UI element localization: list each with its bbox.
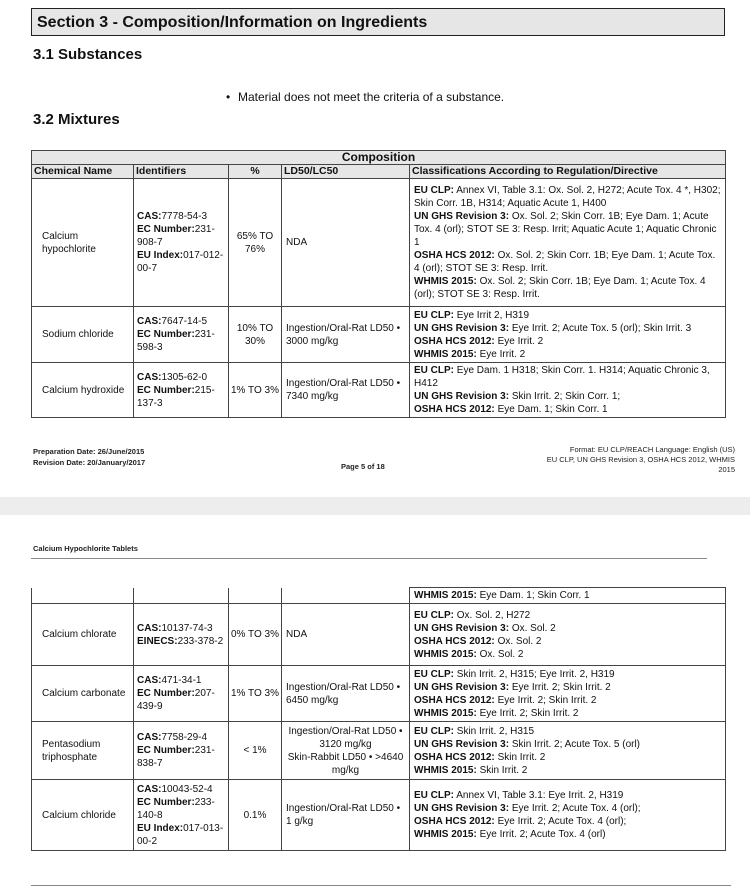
table-row [32,604,726,666]
classification-text: Eye Irrit. 2; Acute Tox. 4 (orl); [497,816,627,827]
classification-line [414,828,721,841]
chemical-name: Calcium hypochlorite [32,179,134,307]
classification-cell [410,307,726,363]
ld50-cell: Ingestion/Oral-Rat LD50 • 6450 mg/kg [282,666,410,722]
classification-cell [410,363,726,418]
table-row [32,307,726,363]
identifier-value: 207-439-9 [137,688,215,712]
table-row [32,722,726,780]
classification-line [414,694,721,707]
revision-date: Revision Date: 20/January/2017 [33,458,146,467]
classification-line [414,648,721,661]
composition-table-continued [31,587,726,851]
col-identifiers: Identifiers [134,165,229,179]
classification-text: Eye Irrit. 2; Skin Irrit. 2 [479,707,579,719]
classification-line [414,609,721,622]
classification-label: OSHA HCS 2012: [414,816,495,827]
classification-line [414,751,721,764]
format-line-2: EU CLP, UN GHS Revision 3, OSHA HCS 2012, WHMIS [546,455,735,464]
classification-label: UN GHS Revision 3: [414,322,510,334]
header-divider [31,558,707,559]
classification-text: Skin Irrit. 2 [497,751,546,763]
classification-text: Eye Irrit. 2 [497,335,544,347]
footer-divider [31,885,731,886]
col-percent: % [229,165,282,179]
identifier-value: 231-598-3 [137,329,215,353]
classification-line [414,348,721,361]
section-title: Section 3 - Composition/Information on Ingredients [31,8,725,36]
identifier-value: 231-908-7 [137,224,215,248]
classification-line [414,364,721,390]
identifier [137,744,225,770]
classification-label: OSHA HCS 2012: [414,694,495,706]
classification-label: EU CLP: [414,185,454,196]
identifier [137,315,225,328]
classification-text: Skin Irrit. 2, H315; Eye Irrit. 2, H319 [456,668,615,680]
classification-text: Eye Dam. 1 H318; Skin Corr. 1. H314; Aquatic Chronic 3, H412 [414,365,710,389]
classification-label: WHMIS 2015: [414,648,477,660]
col-ld50: LD50/LC50 [282,165,410,179]
classification-label: WHMIS 2015: [414,348,477,360]
classification-line [414,707,721,720]
classification-label: EU CLP: [414,668,454,680]
percent-cell: 1% TO 3% [229,666,282,722]
classification-text: Annex VI, Table 3.1: Eye Irrit. 2, H319 [456,790,624,801]
classification-line [414,335,721,348]
classification-label: OSHA HCS 2012: [414,751,495,763]
chemical-name: Pentasodium triphosphate [32,722,134,780]
identifier-label: EC Number: [137,329,195,340]
percent-cell: < 1% [229,722,282,780]
identifier [137,635,225,648]
identifier-value: 017-012-00-7 [137,250,224,274]
identifier-value: 7758-29-4 [161,732,208,743]
identifiers-cell [134,722,229,780]
identifier-label: CAS: [137,675,162,686]
sds-page-6 [0,515,750,889]
percent-cell: 0% TO 3% [229,604,282,666]
classification-line [414,210,721,249]
classification-label: WHMIS 2015: [414,707,477,719]
identifier-label: EU Index: [137,250,184,261]
percent-cell: 65% TO 76% [229,179,282,307]
identifier [137,687,225,713]
table-row [32,363,726,418]
identifier-value: 471-34-1 [161,675,202,686]
identifier [137,783,225,796]
identifiers-cell [134,307,229,363]
identifier-label: CAS: [137,783,162,795]
chemical-name: Sodium chloride [32,307,134,363]
identifier-value: 233-378-2 [177,635,224,647]
page-number: Page 5 of 18 [341,462,385,471]
ld50-cell: Ingestion/Oral-Rat LD50 • 1 g/kg [282,780,410,851]
classification-text: Ox. Sol. 2 [497,635,542,647]
classification-text: Eye Irrit. 2; Acute Tox. 5 (orl); Skin Irrit. 3 [511,322,692,334]
identifier-value: 1305-62-0 [161,371,208,383]
classification-label: UN GHS Revision 3: [414,738,510,750]
identifier-value: 7647-14-5 [161,316,208,327]
classification-label: WHMIS 2015: [414,276,477,287]
identifier-value: 233-140-8 [137,796,215,821]
classification-text: Skin Irrit. 2, H315 [456,725,535,737]
classification-text: Ox. Sol. 2; Skin Corr. 1B; Eye Dam. 1; Acute Tox. 4 (orl); STOT SE 3: Resp. Irrit. [414,276,706,300]
classification-line [414,789,721,802]
classification-line [414,802,721,815]
classification-text: Eye Irrit. 2; Skin Irrit. 2 [497,694,597,706]
classification-label: OSHA HCS 2012: [414,404,495,415]
classification-line [414,309,721,322]
classification-label: EU CLP: [414,790,454,801]
ld50-line: Ingestion/Oral-Rat LD50 • 3120 mg/kg [288,725,403,750]
identifiers-cell [134,179,229,307]
col-classifications: Classifications According to Regulation/Directive [410,165,726,179]
classification-line [414,184,721,210]
chemical-name: Calcium chloride [32,780,134,851]
chemical-name: Calcium chlorate [32,604,134,666]
classification-text: Eye Irrit. 2; Acute Tox. 4 (orl); [511,803,641,814]
identifier-label: EC Number: [137,224,195,235]
mixtures-heading: 3.2 Mixtures [33,111,120,128]
ld50-line: Skin-Rabbit LD50 • >4640 mg/kg [287,751,404,776]
classification-line [414,622,721,635]
identifier [137,674,225,687]
classification-line [414,668,721,681]
identifier-label: EINECS: [137,635,178,647]
footer-format [547,445,735,475]
classification-label: EU CLP: [414,609,454,621]
classification-text: Eye Irrit. 2 [479,348,526,360]
identifier-label: CAS: [137,622,162,634]
classification-text: Ox. Sol. 2, H272 [456,609,531,621]
classification-cell [410,722,726,780]
classification-label: WHMIS 2015: [414,764,477,776]
ld50-cell: NDA [282,604,410,666]
identifier [137,796,225,822]
bullet-icon: • [226,90,231,104]
classification-label: OSHA HCS 2012: [414,250,495,261]
classification-line [414,390,721,403]
identifier [137,249,225,275]
footer-dates [33,446,145,468]
identifier [137,210,225,223]
classification-label: OSHA HCS 2012: [414,635,495,647]
classification-text: Skin Irrit. 2; Skin Corr. 1; [511,391,621,402]
classification-label: EU CLP: [414,309,454,321]
identifier-value: 231-838-7 [137,745,215,769]
identifier [137,223,225,249]
classification-text: Eye Irrit 2, H319 [456,309,530,321]
identifier-label: EC Number: [137,688,195,699]
classification-label: EU CLP: [414,725,454,737]
substances-heading: 3.1 Substances [33,46,143,63]
classification-cell [410,666,726,722]
classification-text: Eye Irrit. 2; Skin Irrit. 2 [511,681,611,693]
identifier-label: EC Number: [137,796,195,808]
classification-label: UN GHS Revision 3: [414,211,510,222]
classification-cell [410,780,726,851]
identifier [137,371,225,384]
classification-line [414,725,721,738]
identifier-value: 10137-74-3 [161,622,213,634]
classification-line [414,815,721,828]
classification-label: UN GHS Revision 3: [414,622,510,634]
classification-label: OSHA HCS 2012: [414,335,495,347]
identifier [137,328,225,354]
classification-cell [410,179,726,307]
substances-bullet [226,90,504,104]
identifier-label: EU Index: [137,822,184,834]
identifier-label: EC Number: [137,384,195,396]
ld50-cell: NDA [282,179,410,307]
document-title: Calcium Hypochlorite Tablets [33,544,138,553]
substances-text: Material does not meet the criteria of a substance. [238,90,505,104]
identifier [137,384,225,410]
classification-line [414,681,721,694]
classification-text: Skin Irrit. 2; Acute Tox. 5 (orl) [511,738,641,750]
identifier-label: CAS: [137,732,162,743]
classification-line [414,322,721,335]
composition-table [31,150,726,418]
identifiers-cell [134,363,229,418]
percent-cell: 0.1% [229,780,282,851]
classification-line [414,249,721,275]
classification-text: Annex VI, Table 3.1: Ox. Sol. 2, H272; Acute Tox. 4 *, H302; Skin Corr. 1B, H314; Aquatic Acute 1, H400 [414,185,721,209]
classification-line [414,403,721,416]
classification-label: UN GHS Revision 3: [414,803,510,814]
table-row [32,666,726,722]
composition-heading: Composition [32,151,726,165]
classification-text: Ox. Sol. 2; Skin Corr. 1B; Eye Dam. 1; Acute Tox. 4 (orl); STOT SE 3: Resp. Irrit. [414,250,716,274]
classification-text: Ox. Sol. 2 [511,622,556,634]
classification-text: Ox. Sol. 2; Skin Corr. 1B; Eye Dam. 1; Acute Tox. 4 (orl); STOT SE 3: Resp. Irrit; Aquatic Acute 1; Aquatic Chronic 1 [414,211,717,248]
percent-cell: 1% TO 3% [229,363,282,418]
identifier-label: CAS: [137,316,162,327]
classification-label: EU CLP: [414,365,454,376]
classification-text: Ox. Sol. 2 [479,648,524,660]
ld50-cell: Ingestion/Oral-Rat LD50 • 7340 mg/kg [282,363,410,418]
identifier-label: EC Number: [137,745,195,756]
continuation-row [32,588,726,604]
ld50-cell [282,722,410,780]
format-line-1: Format: EU CLP/REACH Language: English (US) [569,445,735,454]
identifier-value: 10043-52-4 [161,783,213,795]
classification-line [414,764,721,777]
chemical-name: Calcium carbonate [32,666,134,722]
classification-label: WHMIS 2015: [414,829,477,840]
identifier [137,822,225,848]
identifier [137,731,225,744]
identifier-label: CAS: [137,211,162,222]
identifiers-cell [134,604,229,666]
classification-label: UN GHS Revision 3: [414,681,510,693]
classification-text: Skin Irrit. 2 [479,764,528,776]
identifier-value: 7778-54-3 [161,211,208,222]
identifier-value: 215-137-3 [137,384,215,409]
classification-label: UN GHS Revision 3: [414,391,510,402]
format-line-3: 2015 [718,465,735,474]
identifiers-cell [134,666,229,722]
classification-line [414,635,721,648]
col-chemical-name: Chemical Name [32,165,134,179]
classification-text: Eye Dam. 1; Skin Corr. 1 [497,404,608,415]
table-row [32,780,726,851]
identifier-value: 017-013-00-2 [137,822,224,847]
classification-cell [410,588,726,604]
percent-cell: 10% TO 30% [229,307,282,363]
ld50-cell: Ingestion/Oral-Rat LD50 • 3000 mg/kg [282,307,410,363]
identifier [137,622,225,635]
chemical-name: Calcium hydroxide [32,363,134,418]
classification-cell [410,604,726,666]
identifiers-cell [134,780,229,851]
classification-text: Eye Irrit. 2; Acute Tox. 4 (orl) [479,829,606,840]
classification-line [414,275,721,301]
classification-line [414,738,721,751]
preparation-date: Preparation Date: 26/June/2015 [33,447,145,456]
table-row [32,179,726,307]
identifier-label: CAS: [137,371,162,383]
classification-line: WHMIS 2015: Eye Dam. 1; Skin Corr. 1 [414,590,590,601]
